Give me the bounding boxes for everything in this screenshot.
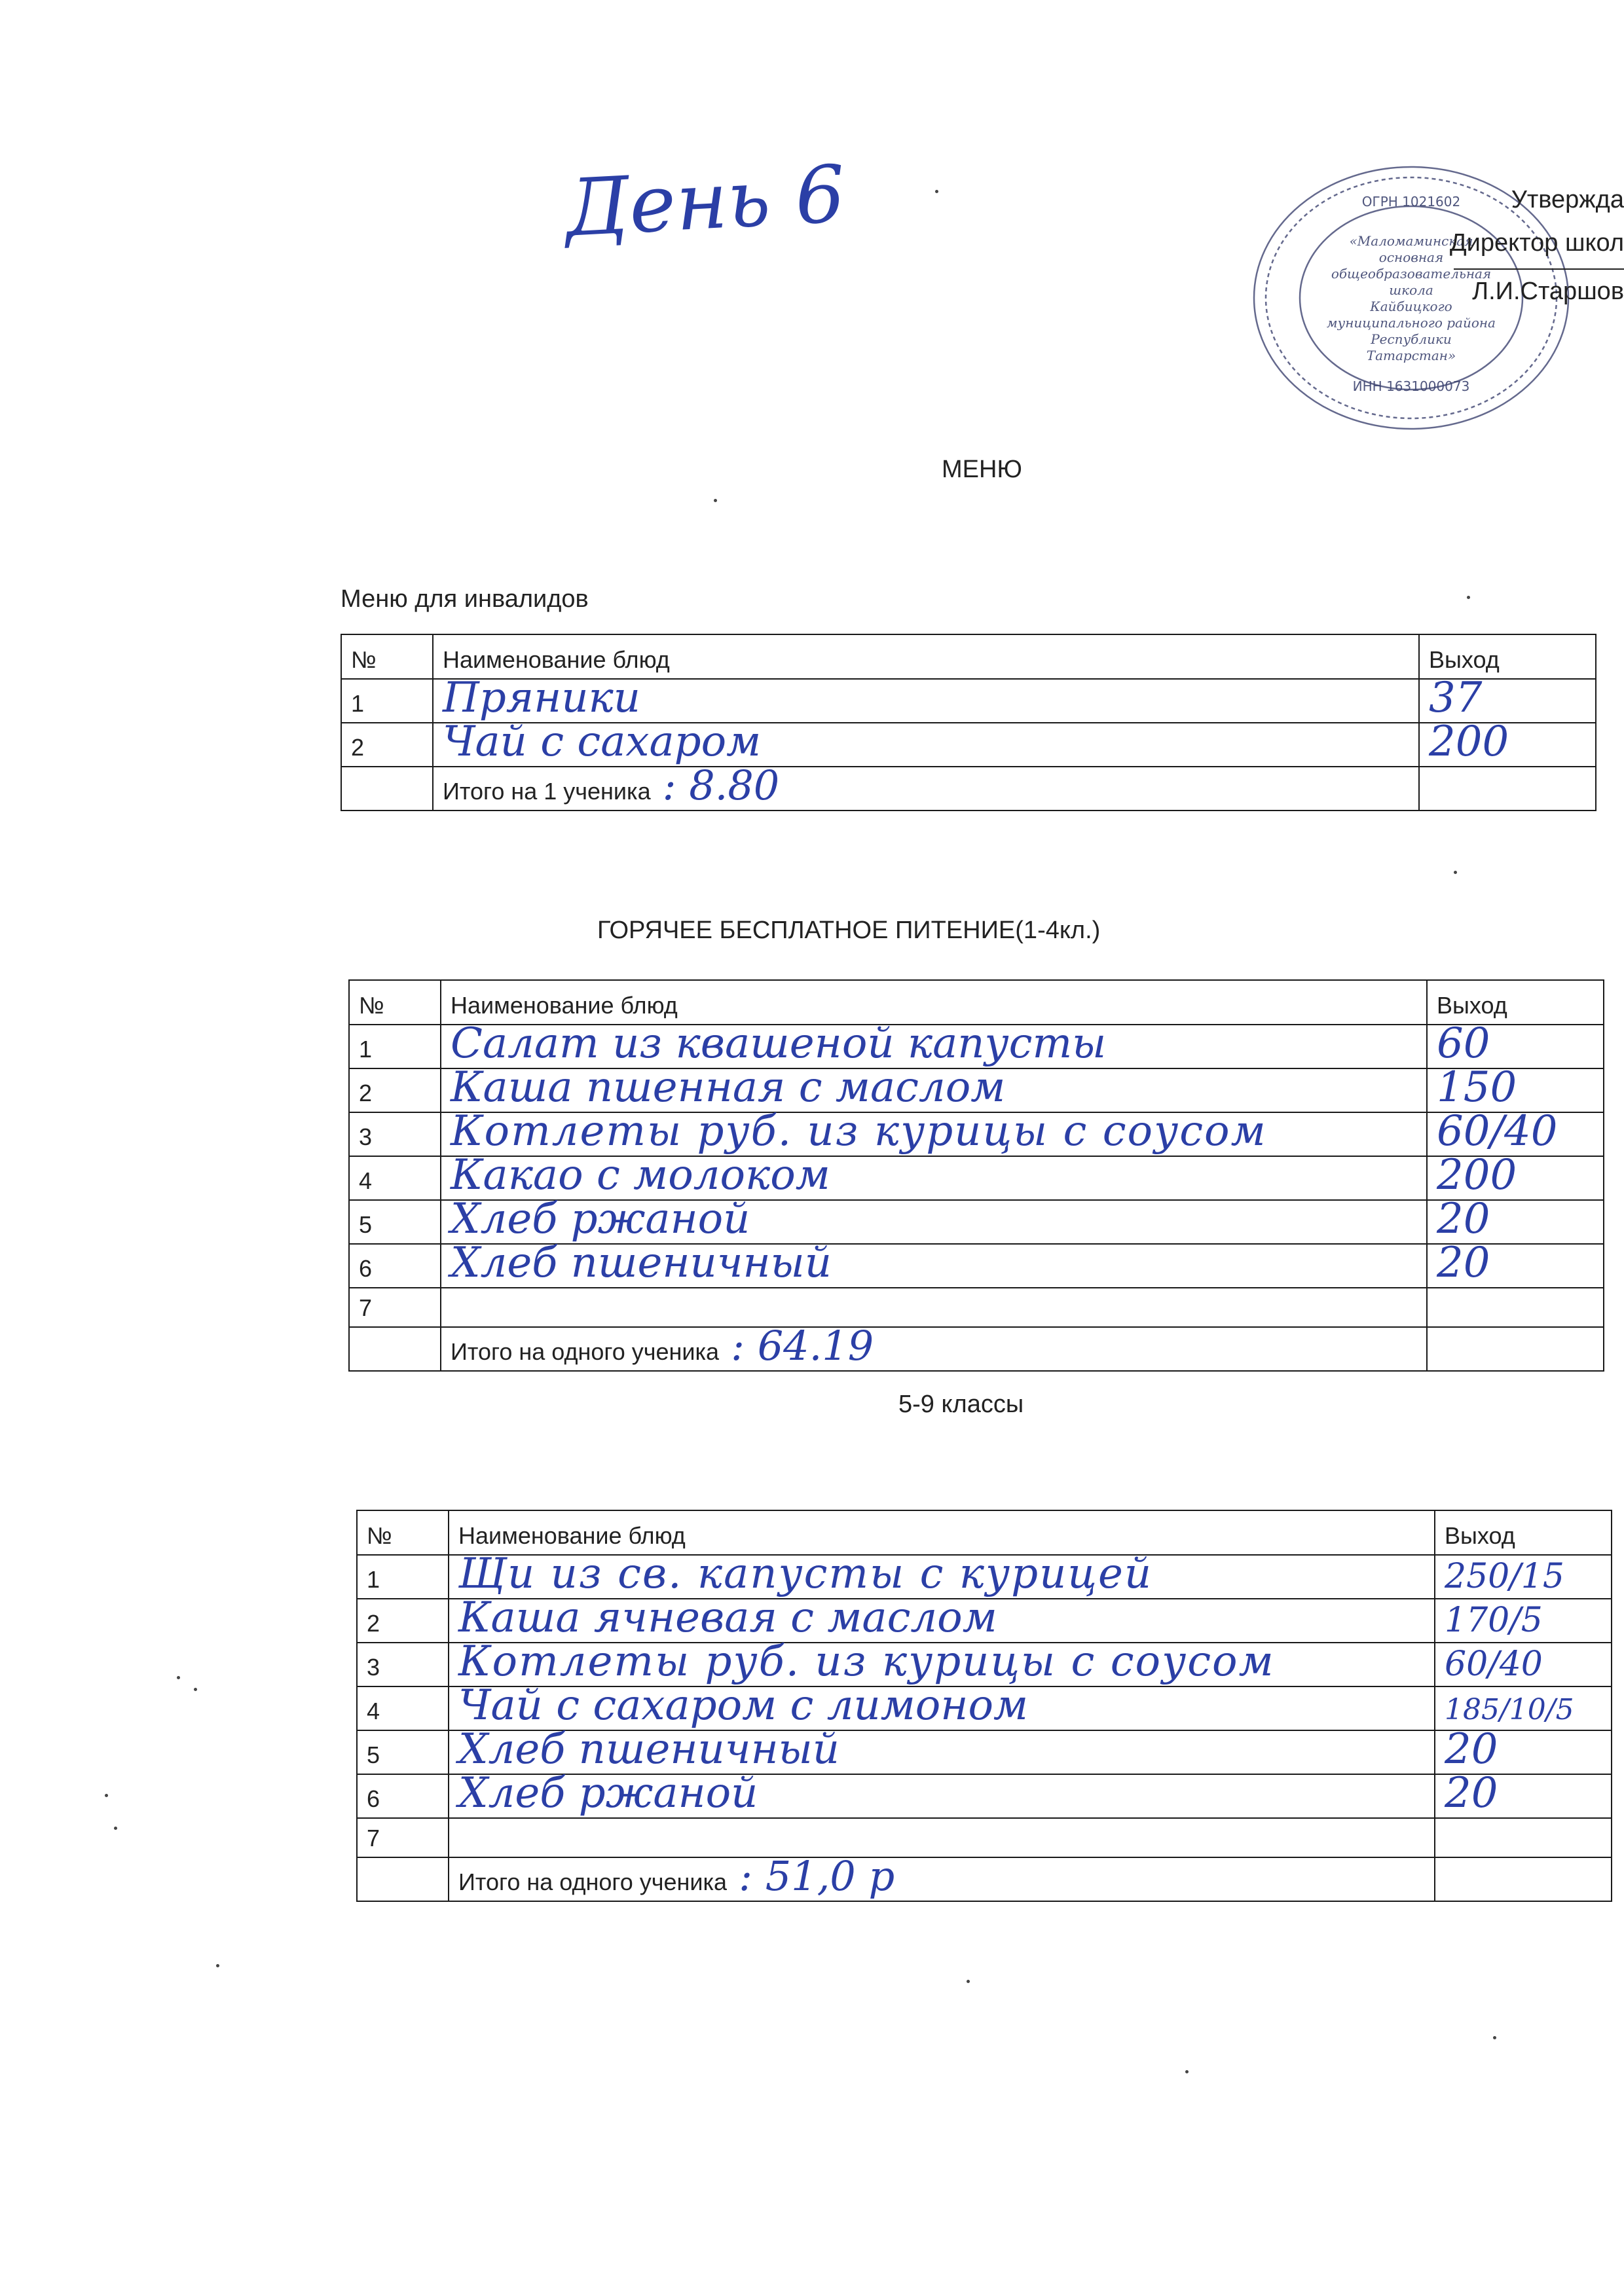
stamp-line-7: Республики [1371, 331, 1452, 347]
stamp-line-5: Кайбицкого [1370, 299, 1452, 314]
dish-output: 200 [1429, 718, 1509, 766]
row-num: 5 [349, 1200, 441, 1244]
scan-speck [967, 1980, 970, 1983]
scan-speck [935, 190, 938, 193]
col-name-header: Наименование блюд [449, 1510, 1435, 1555]
row-num: 7 [349, 1288, 441, 1327]
table-row [357, 1643, 1612, 1686]
col-name-header: Наименование блюд [433, 634, 1419, 679]
total-value: : 8.80 [662, 761, 780, 809]
dish-output: 250/15 [1445, 1557, 1564, 1596]
table-row [357, 1774, 1612, 1818]
stamp-line-3: общеобразовательная [1331, 266, 1492, 282]
total-num-cell [349, 1327, 441, 1371]
dish-name: Котлеты руб. из курицы с соусом [458, 1637, 1275, 1686]
table-row [349, 1288, 1604, 1327]
total-value: : 64.19 [731, 1322, 874, 1370]
dish-output: 20 [1437, 1239, 1490, 1287]
menu-table-primary [348, 979, 1604, 1372]
dish-name: Хлеб ржаной [458, 1769, 758, 1817]
scan-speck [1467, 596, 1470, 599]
scan-speck [194, 1688, 197, 1691]
table-header-row [349, 980, 1604, 1025]
approval-line-approved: Утвержда [1511, 186, 1624, 213]
dish-output: 37 [1429, 674, 1483, 722]
table-row [341, 679, 1596, 723]
total-output-cell [1427, 1327, 1604, 1371]
dish-name: Хлеб пшеничный [458, 1725, 840, 1774]
table-row [357, 1818, 1612, 1857]
stamp-line-1: «Маломаминская [1349, 233, 1473, 249]
scan-speck [114, 1827, 117, 1830]
total-num-cell [357, 1857, 449, 1901]
col-num-header: № [341, 634, 433, 679]
total-row [357, 1857, 1612, 1901]
total-label: Итого на 1 ученика [443, 778, 651, 805]
dish-name: Хлеб пшеничный [451, 1239, 832, 1287]
menu-heading: МЕНЮ [942, 456, 1022, 483]
table-header-row [341, 634, 1596, 679]
col-name-header: Наименование блюд [441, 980, 1427, 1025]
row-num: 5 [357, 1730, 449, 1774]
table-header-row [357, 1510, 1612, 1555]
total-value: : 51,0 р [739, 1852, 895, 1900]
stamp-ogrn: ОГРН 1021602 [1361, 194, 1461, 210]
col-output-header: Выход [1435, 1510, 1612, 1555]
scan-speck [177, 1676, 180, 1679]
row-num: 1 [357, 1555, 449, 1599]
total-label: Итого на одного ученика [451, 1338, 720, 1365]
dish-output: 20 [1445, 1725, 1498, 1774]
table-row [357, 1555, 1612, 1599]
menu-table-secondary [356, 1510, 1612, 1902]
section-title-disabled: Меню для инвалидов [341, 585, 589, 613]
scan-speck [216, 1964, 219, 1967]
dish-output: 60/40 [1445, 1645, 1543, 1684]
table-row [349, 1112, 1604, 1156]
row-num: 7 [357, 1818, 449, 1857]
section-title-primary: ГОРЯЧЕЕ БЕСПЛАТНОЕ ПИТЕНИЕ(1-4кл.) [597, 917, 1101, 944]
col-num-header: № [349, 980, 441, 1025]
stamp-line-8: Татарстан» [1366, 348, 1456, 363]
dish-output: 20 [1437, 1195, 1490, 1243]
dish-name: Каша ячневая с маслом [458, 1594, 997, 1642]
table-row [357, 1686, 1612, 1730]
stamp-line-2: основная [1378, 249, 1444, 265]
table-row [349, 1200, 1604, 1244]
row-num: 3 [357, 1643, 449, 1686]
dish-output: 150 [1437, 1063, 1517, 1112]
row-num: 6 [349, 1244, 441, 1288]
dish-name: Щи из св. капусты с курицей [458, 1550, 1153, 1598]
dish-name: Какао с молоком [451, 1151, 830, 1199]
table-row [349, 1244, 1604, 1288]
dish-output: 60 [1437, 1019, 1490, 1068]
stamp-line-6: муниципального района [1327, 315, 1496, 331]
row-num: 1 [341, 679, 433, 723]
dish-name: Хлеб ржаной [451, 1195, 750, 1243]
scan-speck [714, 499, 717, 502]
total-output-cell [1419, 767, 1596, 811]
row-num: 2 [357, 1599, 449, 1643]
total-output-cell [1435, 1857, 1612, 1901]
dish-output: 20 [1445, 1769, 1498, 1817]
total-label: Итого на одного ученика [458, 1868, 728, 1895]
total-num-cell [341, 767, 433, 811]
approval-line-director: Директор школ [1449, 229, 1624, 257]
dish-output: 185/10/5 [1445, 1693, 1574, 1726]
row-num: 4 [357, 1686, 449, 1730]
row-num: 2 [341, 723, 433, 767]
approval-line-name: Л.И.Старшов [1472, 278, 1624, 305]
dish-name: Каша пшенная с маслом [451, 1063, 1006, 1112]
menu-table-disabled [341, 634, 1596, 811]
scan-speck [1185, 2070, 1189, 2073]
dish-name: Чай с сахаром [443, 718, 762, 766]
table-row [349, 1025, 1604, 1068]
col-num-header: № [357, 1510, 449, 1555]
total-row [341, 767, 1596, 811]
dish-output: 60/40 [1437, 1107, 1558, 1156]
scan-speck [1454, 871, 1457, 874]
col-output-header: Выход [1427, 980, 1604, 1025]
table-row [357, 1599, 1612, 1643]
total-row [349, 1327, 1604, 1371]
stamp-inn: ИНН 1631000073 [1352, 378, 1470, 394]
row-num: 1 [349, 1025, 441, 1068]
dish-name: Салат из квашеной капусты [451, 1019, 1107, 1068]
table-row [357, 1730, 1612, 1774]
scan-speck [105, 1794, 108, 1797]
dish-output: 170/5 [1445, 1601, 1543, 1640]
approval-block [1408, 178, 1624, 313]
row-num: 2 [349, 1068, 441, 1112]
row-num: 6 [357, 1774, 449, 1818]
stamp-line-4: школа [1389, 282, 1433, 298]
scan-speck [1493, 2036, 1496, 2039]
dish-name: Чай с сахаром с лимоном [458, 1681, 1029, 1730]
day-title: День 6 [563, 149, 848, 255]
dish-output: 200 [1437, 1151, 1517, 1199]
table-row [349, 1156, 1604, 1200]
col-output-header: Выход [1419, 634, 1596, 679]
row-num: 4 [349, 1156, 441, 1200]
section-title-secondary: 5-9 классы [898, 1391, 1024, 1418]
row-num: 3 [349, 1112, 441, 1156]
table-row [349, 1068, 1604, 1112]
dish-name: Пряники [443, 674, 640, 722]
table-row [341, 723, 1596, 767]
dish-name: Котлеты руб. из курицы с соусом [451, 1107, 1267, 1156]
